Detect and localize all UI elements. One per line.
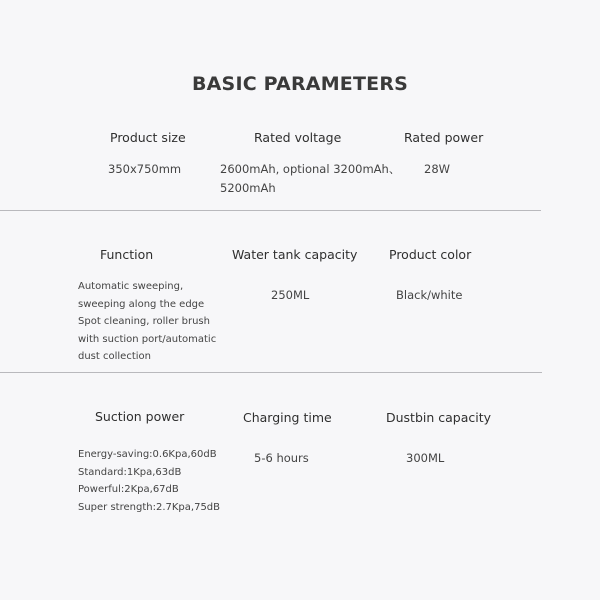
suction-line: Powerful:2Kpa,67dB — [78, 484, 179, 495]
function-value — [78, 278, 216, 366]
product-size-label: Product size — [110, 130, 186, 145]
function-line: with suction port/automatic — [78, 333, 217, 345]
rated-power-value: 28W — [424, 162, 451, 176]
suction-power-label: Suction power — [95, 409, 185, 424]
page-title: BASIC PARAMETERS — [191, 73, 409, 95]
divider-1 — [0, 210, 541, 211]
charging-time-value: 5-6 hours — [254, 451, 309, 465]
dustbin-capacity-value: 300ML — [406, 451, 445, 465]
suction-line: Super strength:2.7Kpa,75dB — [78, 501, 221, 513]
rated-voltage-value-line2: 5200mAh — [220, 181, 276, 195]
function-line: Spot cleaning, roller brush — [78, 316, 210, 327]
suction-line: Energy-saving:0.6Kpa,60dB — [78, 449, 217, 460]
product-color-value: Black/white — [396, 288, 463, 302]
suction-power-value — [78, 446, 220, 516]
charging-time-label: Charging time — [243, 410, 332, 425]
water-tank-label: Water tank capacity — [232, 247, 358, 262]
function-line: Automatic sweeping, — [78, 281, 184, 292]
product-size-value: 350x750mm — [108, 162, 182, 176]
function-label: Function — [100, 247, 154, 262]
rated-power-label: Rated power — [404, 130, 484, 145]
suction-line: Standard:1Kpa,63dB — [78, 466, 182, 478]
rated-voltage-label: Rated voltage — [254, 130, 342, 145]
rated-voltage-value-line1: 2600mAh, optional 3200mAh、 — [220, 162, 401, 176]
divider-2 — [0, 372, 542, 373]
water-tank-value: 250ML — [271, 288, 310, 302]
function-line: sweeping along the edge — [78, 298, 205, 310]
function-line: dust collection — [78, 351, 151, 362]
product-color-label: Product color — [389, 247, 472, 262]
dustbin-capacity-label: Dustbin capacity — [386, 410, 492, 425]
